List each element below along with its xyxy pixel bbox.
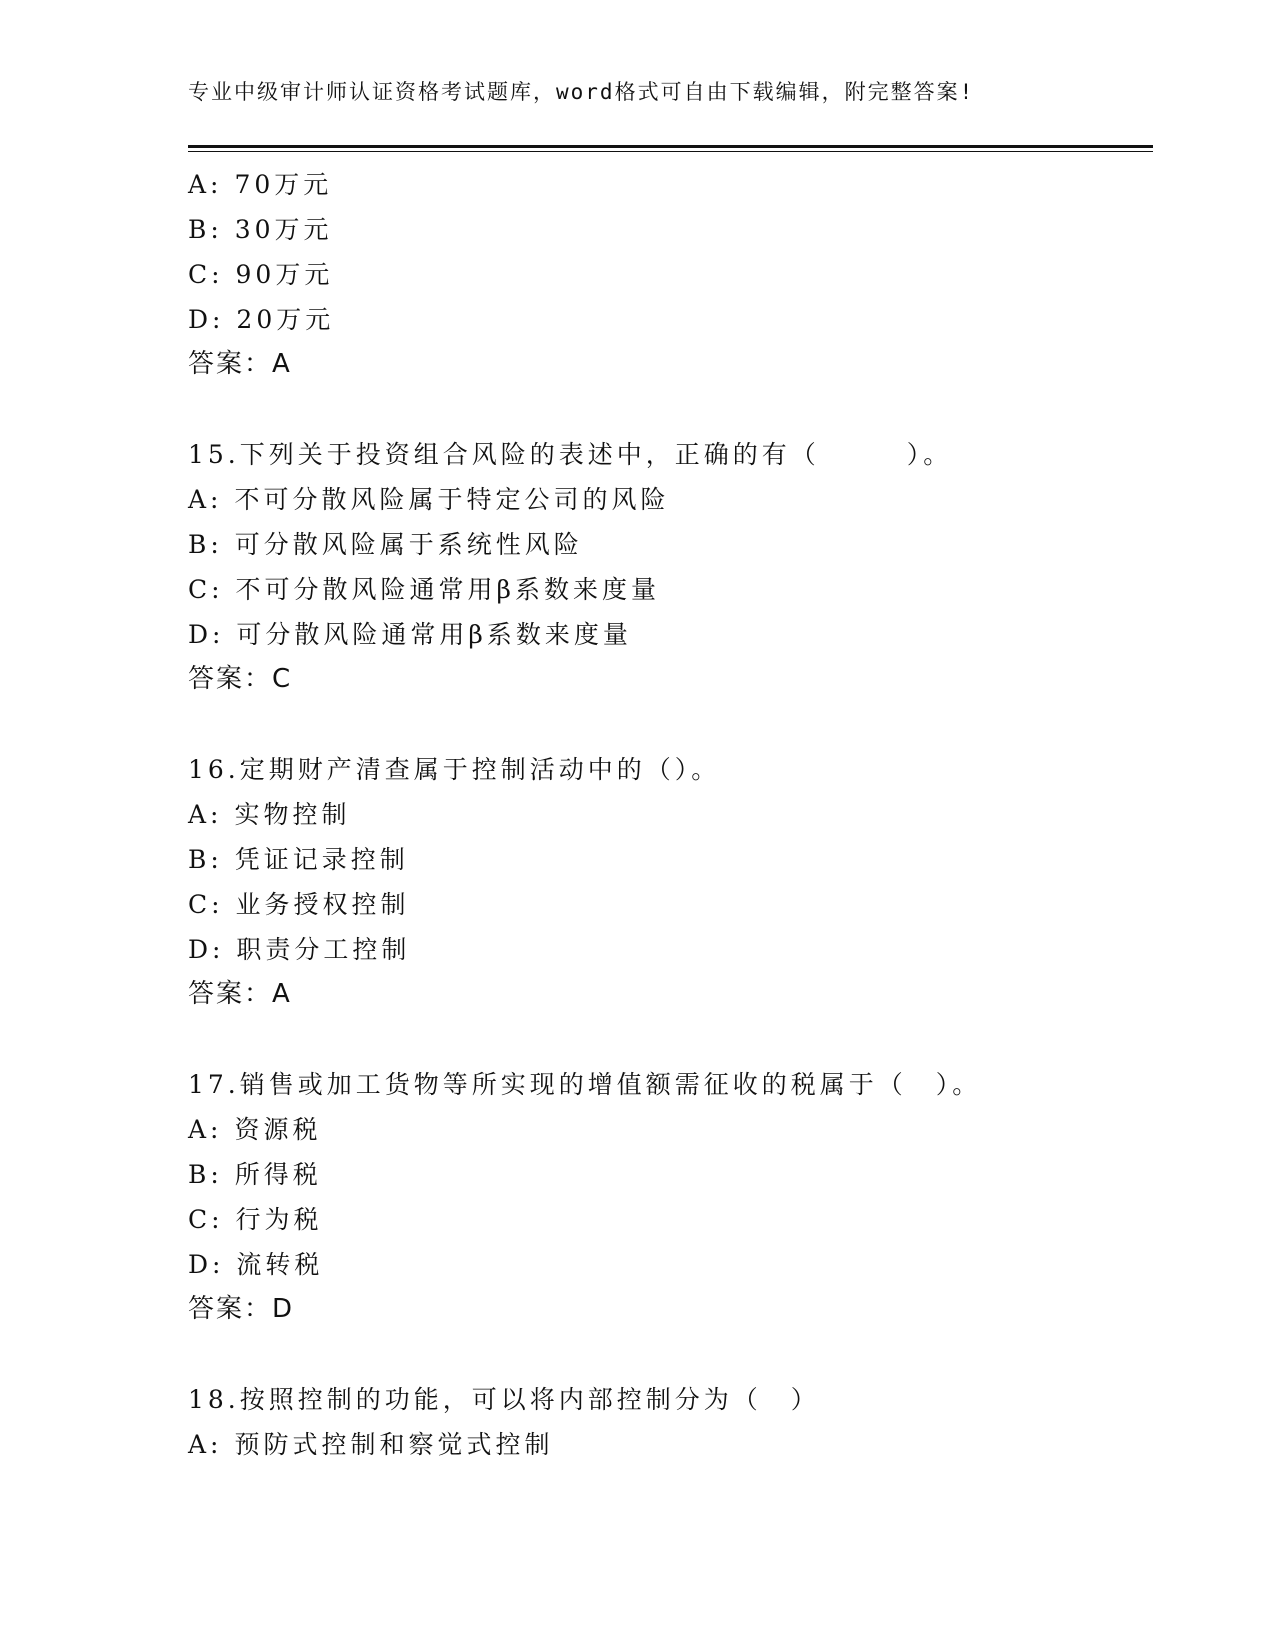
option-a: A: 实物控制 [188,800,351,829]
spacer [188,1017,1153,1062]
answer-line: 答案：C [188,664,293,694]
answer-line: 答案：A [188,979,292,1009]
question-stem: 16.定期财产清查属于控制活动中的（）。 [188,755,721,784]
header-rule-thick [188,145,1153,148]
option-c: C: 90万元 [188,260,334,289]
option-b: B: 30万元 [188,215,333,244]
question-stem: 17.销售或加工货物等所实现的增值额需征收的税属于（ ）。 [188,1070,982,1099]
header-rule-thin [188,151,1153,152]
page-header: 专业中级审计师认证资格考试题库，word格式可自由下载编辑，附完整答案! [188,80,975,104]
question-stem: 15.下列关于投资组合风险的表述中，正确的有（ ）。 [188,440,953,469]
option-a: A: 资源税 [188,1115,322,1144]
option-d: D: 职责分工控制 [188,935,411,964]
option-d: D: 流转税 [188,1250,324,1279]
option-d: D: 20万元 [188,305,335,334]
answer-line: 答案：D [188,1294,295,1324]
option-a: A: 70万元 [188,170,333,199]
question-stem: 18.按照控制的功能，可以将内部控制分为（ ） [188,1385,820,1414]
spacer [188,387,1153,432]
spacer [188,1332,1153,1377]
option-c: C: 行为税 [188,1205,323,1234]
option-b: B: 所得税 [188,1160,322,1189]
option-a: A: 不可分散风险属于特定公司的风险 [188,485,670,514]
option-b: B: 凭证记录控制 [188,845,409,874]
option-c: C: 不可分散风险通常用β系数来度量 [188,575,660,604]
option-a: A: 预防式控制和察觉式控制 [188,1430,554,1459]
spacer [188,702,1153,747]
option-c: C: 业务授权控制 [188,890,410,919]
question-list [188,162,1153,1467]
answer-line: 答案：A [188,349,292,379]
option-b: B: 可分散风险属于系统性风险 [188,530,583,559]
option-d: D: 可分散风险通常用β系数来度量 [188,620,632,649]
